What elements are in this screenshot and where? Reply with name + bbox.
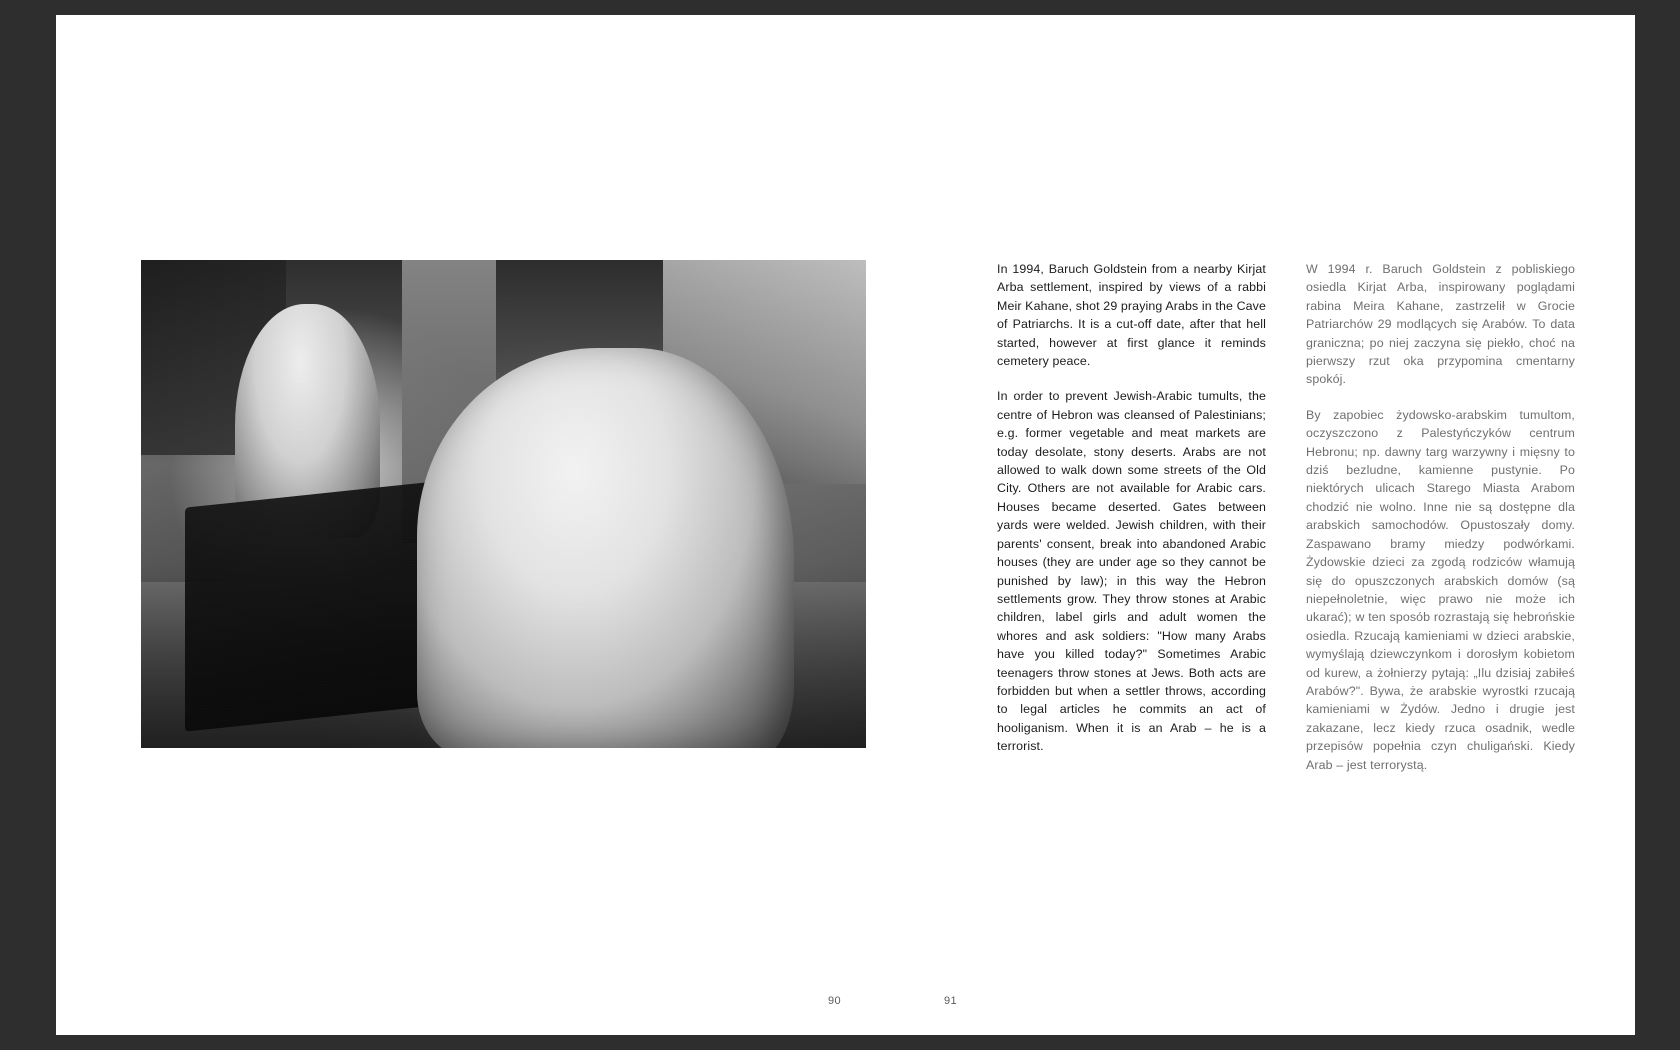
text-column-english [997,260,1266,773]
page-number-right: 91 [944,995,958,1007]
photograph-canvas [141,260,866,748]
page-number-left: 90 [828,995,842,1007]
paragraph-en-2: In order to prevent Jewish-Arabic tumults, the centre of Hebron was cleansed of Palestinians; e.g. former vegetable and meat markets are today desolate, stony deserts. Arabs are not allowed to walk down some streets of the Old City. Others are not available for Arabic cars. Houses became deserted. Gates between yards were welded. Jewish children, with their parents' consent, break into abandoned Arabic houses (they are under age so they cannot be punished by law); in this way the Hebron settlements grow. They throw stones at Arabic children, label girls and adult women the whores and ask soldiers: "How many Arabs have you killed today?" Sometimes Arabic teenagers throw stones at Jews. Both acts are forbidden but when a settler throws, according to legal articles he commits an act of hooliganism. When it is an Arab – he is a terrorist. [997,389,1266,754]
paragraph-pl-1: W 1994 r. Baruch Goldstein z pobliskiego osiedla Kirjat Arba, inspirowany poglądami rabina Meira Kahane, zastrzelił w Grocie Patriarchów 29 modlących się Arabów. To data graniczna; po niej zaczyna się piekło, choć na pierwszy rzut oka przypomina cmentarny spokój. [1306,262,1575,387]
paragraph-en-1: In 1994, Baruch Goldstein from a nearby Kirjat Arba settlement, inspired by views of a rabbi Meir Kahane, shot 29 praying Arabs in the Cave of Patriarchs. It is a cut-off date, after that hell started, however at first glance it reminds cemetery peace. [997,262,1266,369]
photo-figure-foreground [417,348,794,748]
photo-region-bench [185,481,446,733]
page-spread [56,15,1635,1035]
paragraph-pl-2: By zapobiec żydowsko-arabskim tumultom, oczyszczono z Palestyńczyków centrum Hebronu; np. dawny targ warzywny i mięsny to dziś bezludne, kamienne pustynie. Po niektórych ulicach Starego Miasta Arabom chodzić nie wolno. Inne nie są dostępne dla arabskich samochodów. Opustoszały domy. Zaspawano bramy miedzy podwórkami. Żydowskie dzieci za zgodą rodziców włamują się do opuszczonych arabskich domów (są niepełnoletnie, więc prawo nie może ich ukarać); w ten sposób rozrastają się hebrońskie osiedla. Rzucają kamieniami w dzieci arabskie, wymyślają dziewczynkom i dorosłym kobietom od kurew, a żołnierzy pytają: „Ilu dzisiaj zabiłeś Arabów?". Bywa, że arabskie wyrostki rzucają kamieniami w Żydów. Jedno i drugie jest zakazane, lecz kiedy rzuca osadnik, wedle przepisów popełnia czyn chuligański. Kiedy Arab – jest terrorystą. [1306,407,1575,772]
text-column-polish [1306,260,1575,791]
photograph [141,260,866,748]
